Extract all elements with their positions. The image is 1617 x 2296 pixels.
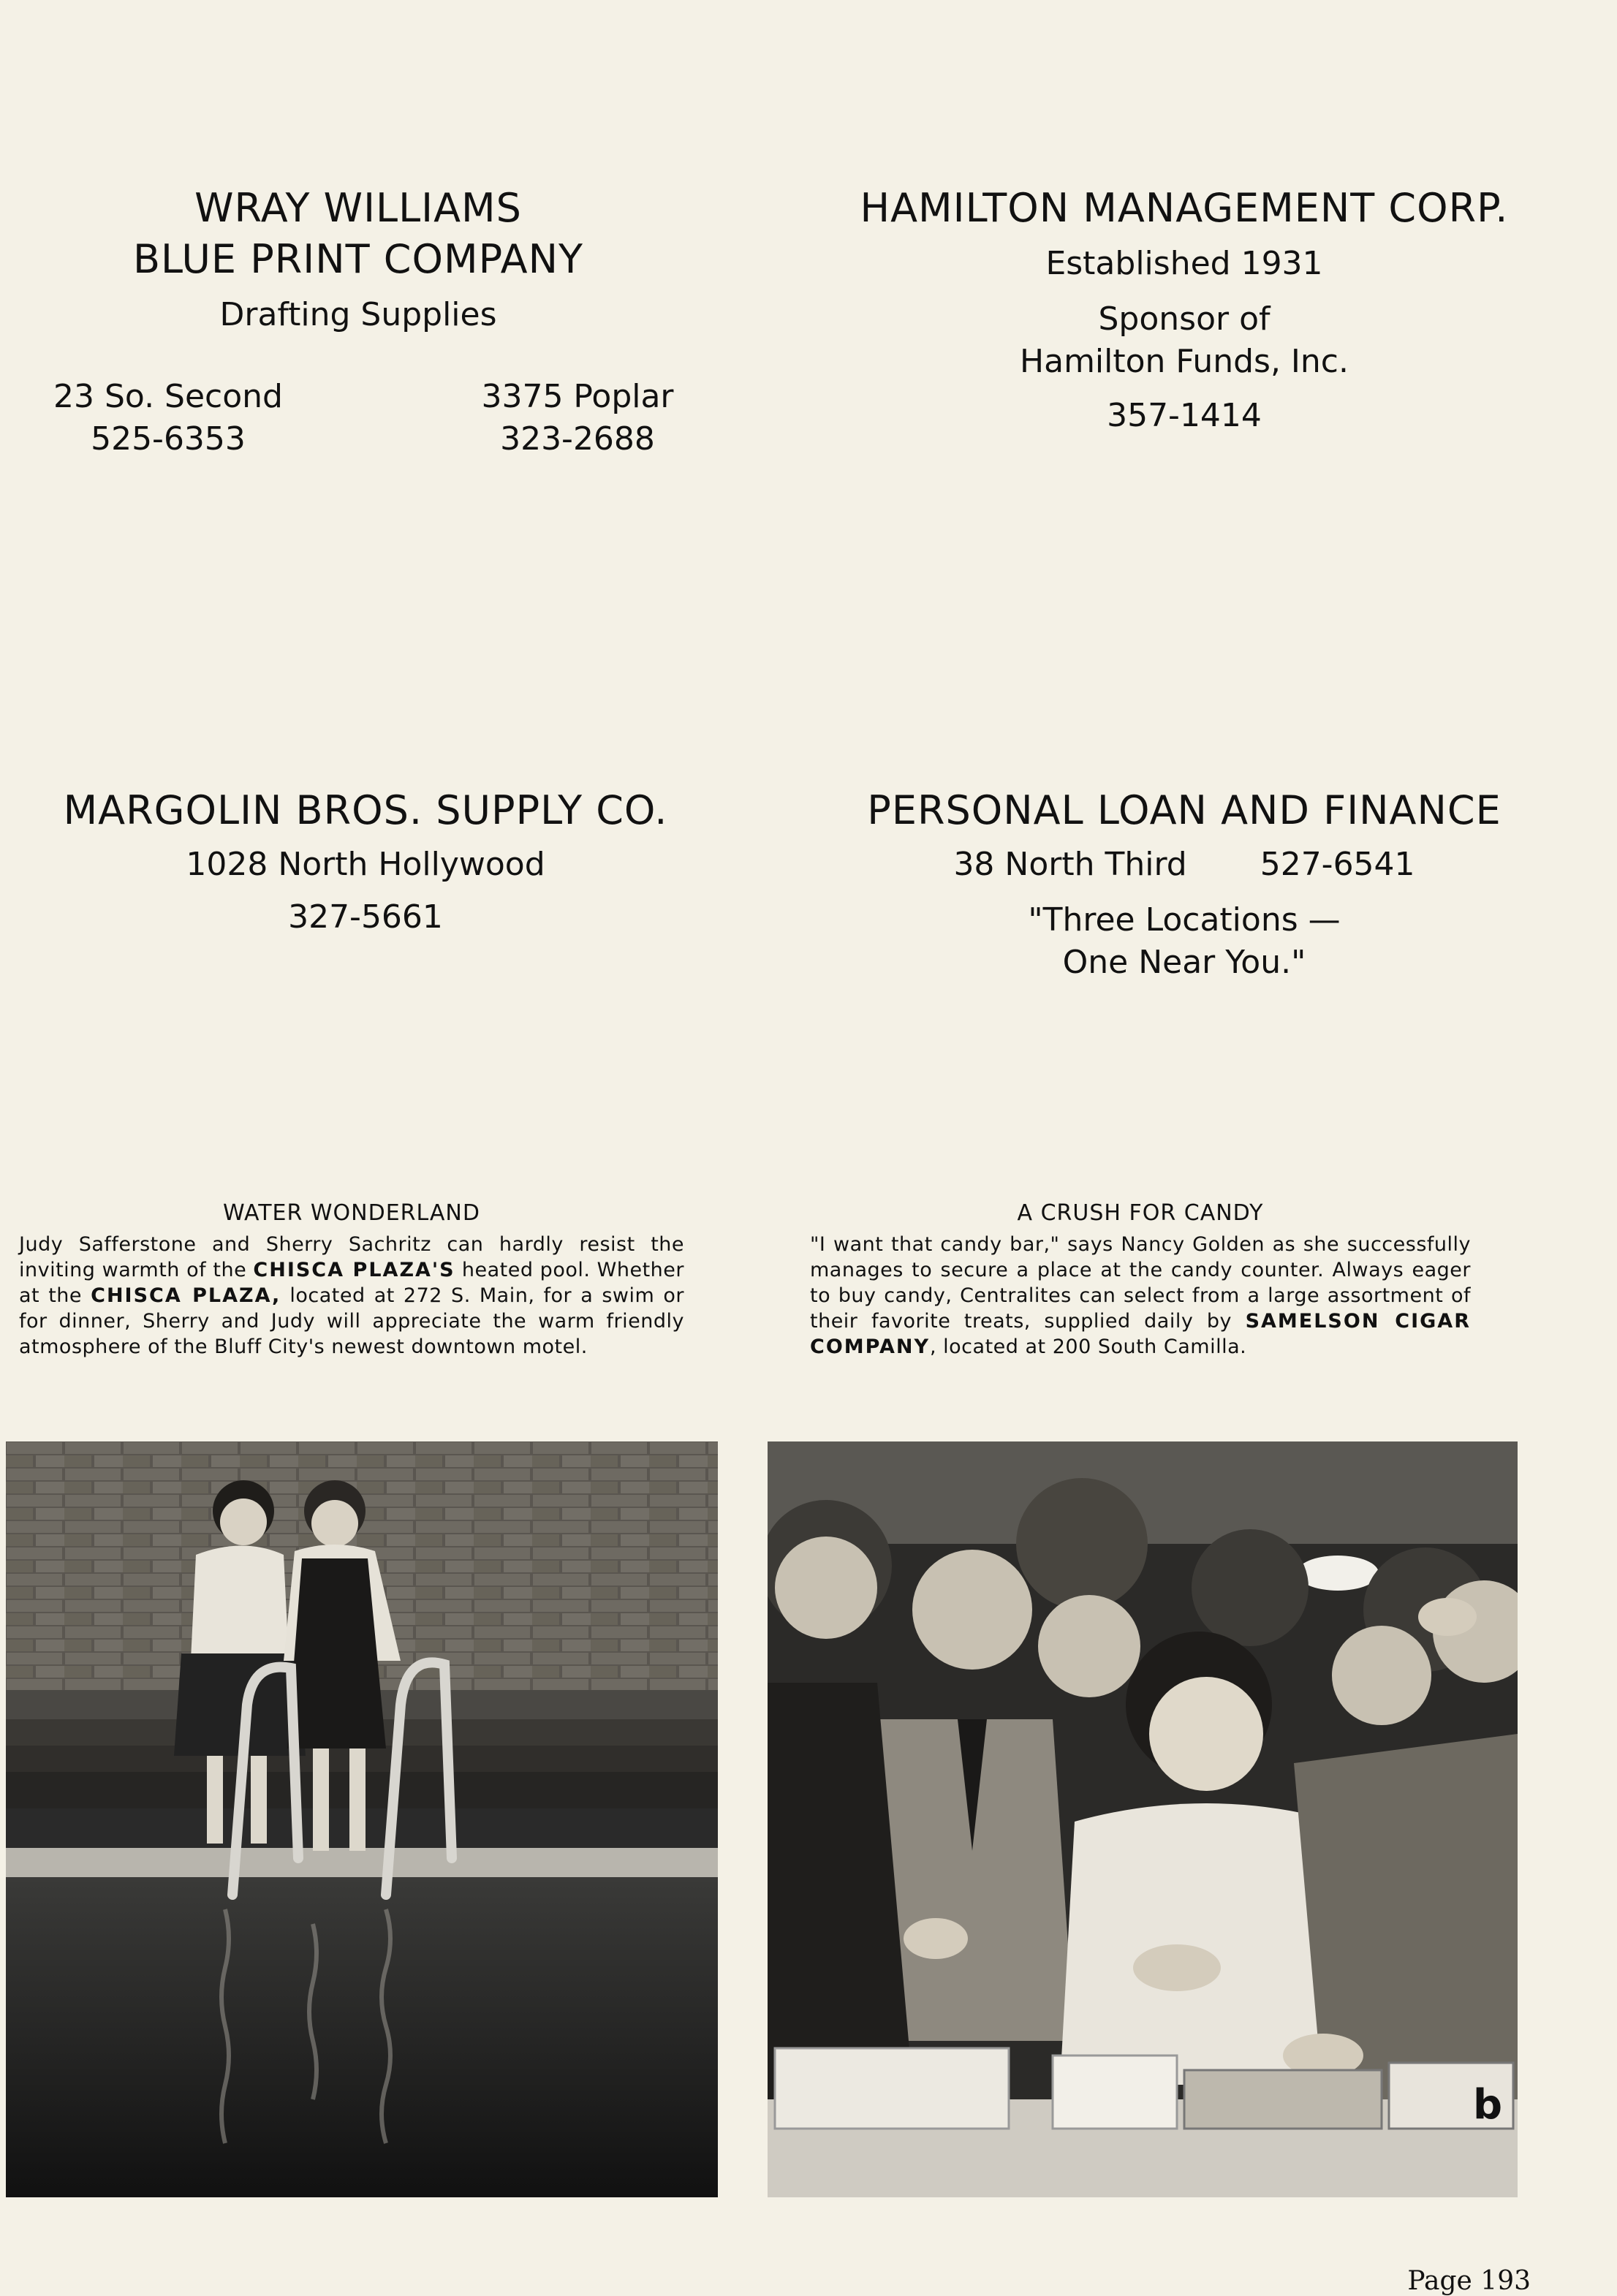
ad-hamilton-management (819, 183, 1550, 437)
wray-left-location (44, 376, 292, 461)
caption-crush-for-candy (810, 1200, 1471, 1360)
photo-pool (6, 1441, 718, 2197)
caption-left-text-3: located at 272 S. Main, for a swim or for dinner, Sherry and Judy will appreciate the warm friendly atmosphere of the Bluff City's newest downtown motel. (19, 1284, 684, 1358)
ceiling-light (1297, 1556, 1379, 1591)
hamilton-name: HAMILTON MANAGEMENT CORP. (860, 185, 1509, 231)
margolin-phone: 327-5661 (288, 898, 443, 936)
hamilton-established: Established 1931 (1045, 245, 1323, 282)
caption-left-body (19, 1232, 684, 1360)
margolin-address: 1028 North Hollywood (186, 846, 545, 883)
wray-left-address: 23 So. Second (53, 378, 283, 415)
caption-right-text-1: "I want that candy bar," says Nancy Golden as she successfully manages to secure a place at the candy counter. Always eager to buy candy, Centralites can select from a large assortment of their favorite treats, supplied daily by (810, 1233, 1471, 1333)
candy-counter (768, 2048, 1518, 2197)
personal-loan-slogan-line1: "Three Locations — (1028, 901, 1341, 939)
caption-left-text-2: heated pool. Whether at the (19, 1259, 684, 1307)
wray-right-address: 3375 Poplar (481, 378, 674, 415)
personal-loan-address: 38 North Third (953, 846, 1187, 883)
ad-wray-williams (44, 183, 673, 336)
photo-candy-counter (768, 1441, 1518, 2197)
ad-margolin-bros (29, 785, 702, 939)
pool-water (6, 1877, 718, 2197)
wray-right-phone: 323-2688 (500, 420, 655, 458)
caption-right-bold-1: SAMELSON CIGAR COMPANY (810, 1310, 1471, 1358)
wray-tagline: Drafting Supplies (219, 296, 497, 333)
caption-right-body (810, 1232, 1471, 1360)
caption-water-wonderland (19, 1200, 684, 1360)
pool-deck (6, 1848, 718, 1877)
wray-name-line1: WRAY WILLIAMS (194, 185, 522, 231)
caption-left-bold-2: CHISCA PLAZA, (91, 1284, 281, 1307)
caption-left-text-1: Judy Safferstone and Sherry Sachritz can hardly resist the inviting warmth of the (19, 1233, 684, 1281)
candy-box-logo: b (1473, 2081, 1503, 2129)
caption-right-text-2: , located at 200 South Camilla. (930, 1335, 1247, 1358)
pool-scene-illustration (6, 1441, 718, 2197)
personal-loan-name: PERSONAL LOAN AND FINANCE (867, 787, 1502, 833)
hamilton-phone: 357-1414 (1107, 397, 1262, 434)
caption-left-bold-1: CHISCA PLAZA'S (253, 1259, 455, 1281)
wray-left-phone: 525-6353 (91, 420, 246, 458)
ad-personal-loan (826, 785, 1542, 984)
page-number: Page 193 (1407, 2266, 1531, 2296)
candy-scene-illustration (768, 1441, 1518, 2197)
caption-right-title: A CRUSH FOR CANDY (1017, 1200, 1264, 1226)
hamilton-sponsor-line2: Hamilton Funds, Inc. (1020, 343, 1349, 380)
margolin-name: MARGOLIN BROS. SUPPLY CO. (63, 787, 668, 833)
personal-loan-slogan-line2: One Near You." (1062, 944, 1306, 981)
wray-name-line2: BLUE PRINT COMPANY (132, 236, 584, 282)
caption-left-title: WATER WONDERLAND (223, 1200, 480, 1226)
personal-loan-phone: 527-6541 (1260, 846, 1415, 883)
personal-loan-contact (826, 844, 1542, 886)
wray-right-location (453, 376, 702, 461)
hamilton-sponsor-line1: Sponsor of (1098, 300, 1270, 338)
